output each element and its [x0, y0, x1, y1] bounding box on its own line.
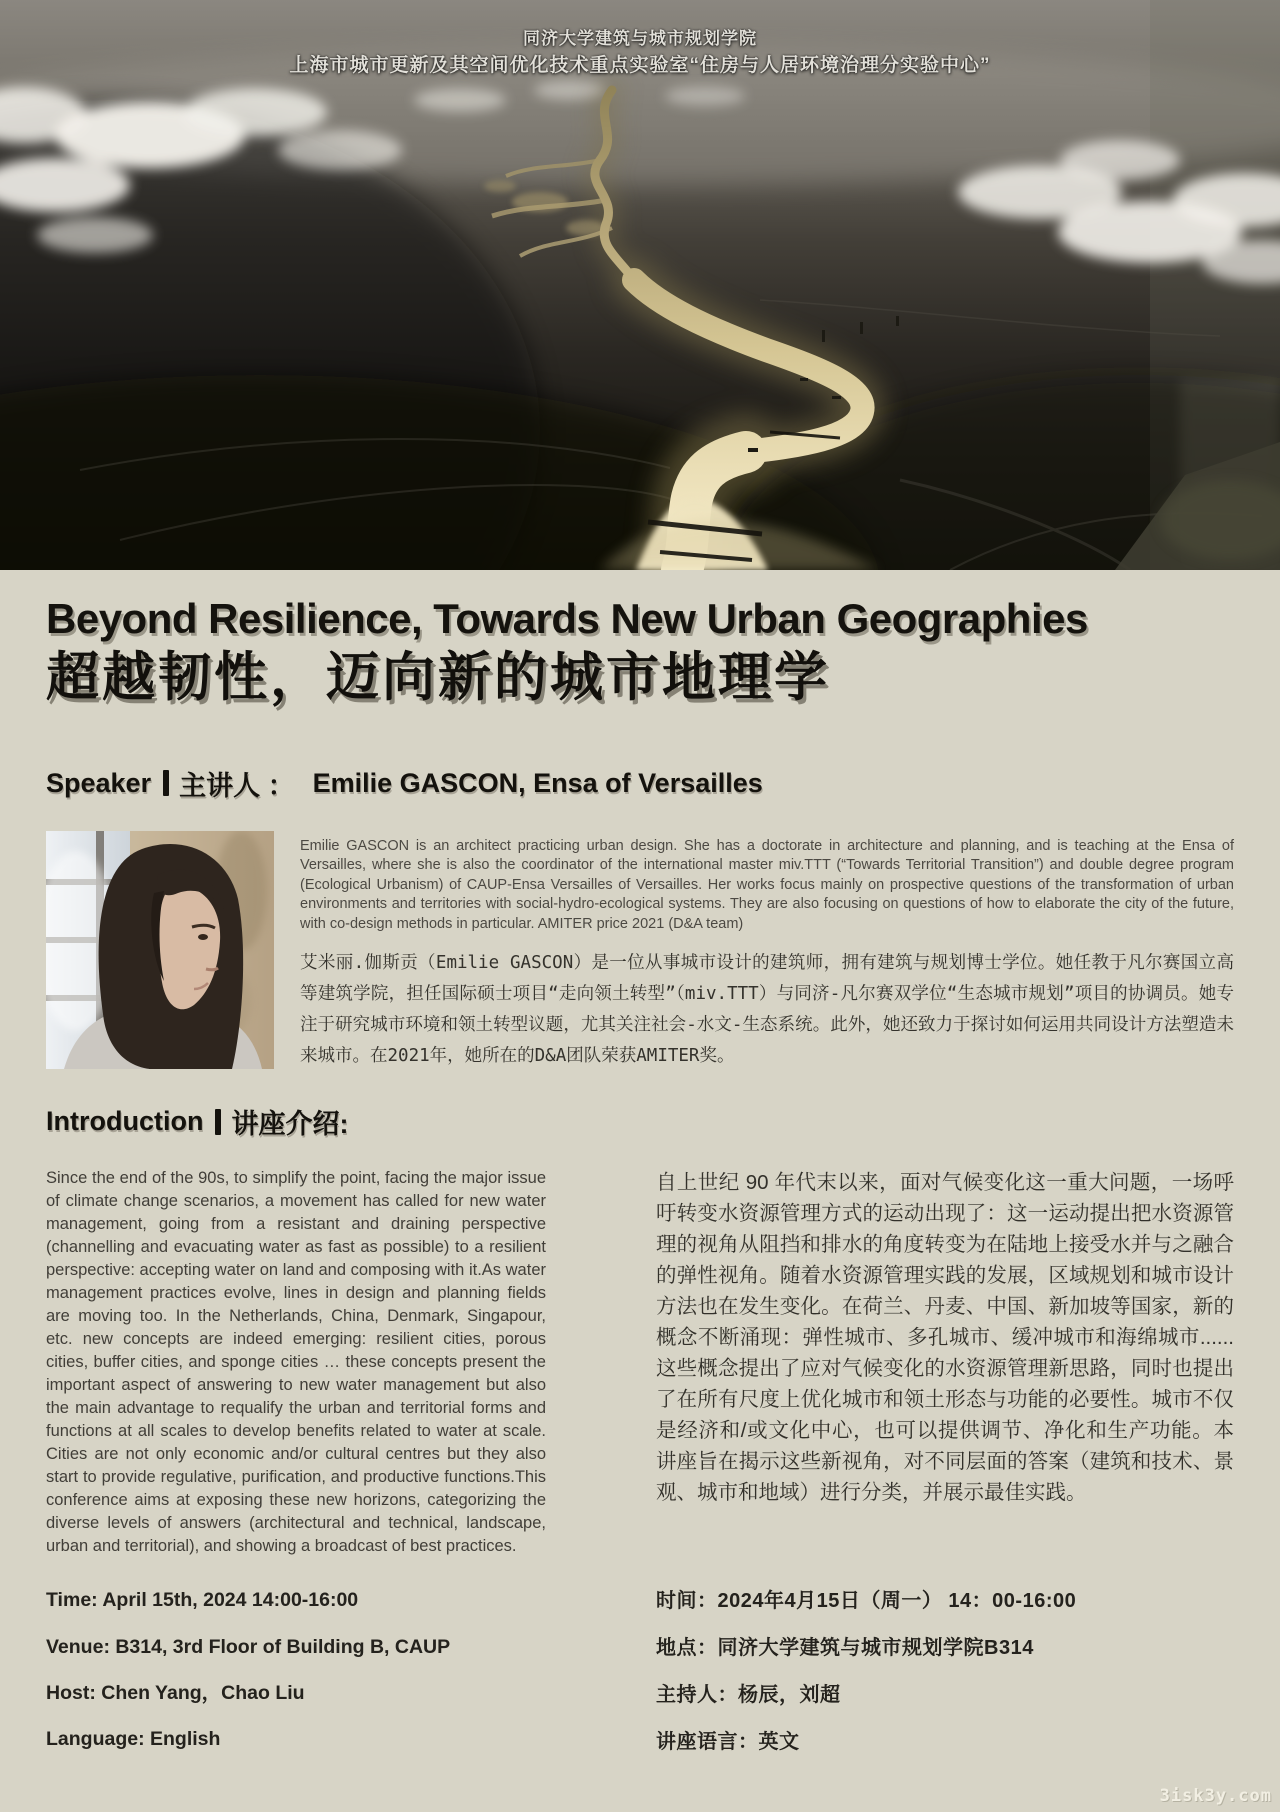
speaker-bios	[300, 831, 1234, 1073]
speaker-name: Emilie GASCON, Ensa of Versailles	[312, 767, 763, 798]
hero-aerial-photo	[0, 0, 1280, 570]
speaker-label-zh: 主讲人 ：	[179, 770, 295, 801]
speaker-bio-chinese: 艾米丽.伽斯贡（Emilie GASCON）是一位从事城市设计的建筑师，拥有建筑与规划博士学位。她任教于凡尔赛国立高等建筑学院，担任国际硕士项目“走向领土转型”（miv.TTT）与同济-凡尔赛双学位“生态城市规划”项目的协调员。她专注于研究城市环境和领土转型议题，尤其关注社会-水文-生态系统。此外，她还致力于探讨如何运用共同设计方法塑造未来城市。在2021年，她所在的D&A团队荣获AMITER奖。	[300, 953, 1234, 1067]
introduction-text-english: Since the end of the 90s, to simplify the point, facing the major issue of climate change scenarios, a movement has called for new water management, going from a resistant and draining perspective (channelling and evacuating water as fast as possible) to a resilient perspective: accepting water on land and composing with it.As water management practices evolve, lines in design and planning fields are moving too. In the Netherlands, China, Denmark, Singapour, etc. new concepts are indeed emerging: resilient cities, porous cities, buffer cities, and sponge cities … these concepts present the important aspect of answering to new water management but also the main advantage to requalify the urban and territorial forms and functions at all scales to develop benefits related to water at scale. Cities are not only economic and/or cultural centres but they also start to provide regulative, purification, and productive functions.This conference aims at exposing these new horizons, categorizing the diverse levels of answers (architectural and technical, landscape, urban and territorial), and showing a broadcast of best practices.	[46, 1169, 546, 1556]
speaker-bio-english: Emilie GASCON is an architect practicing urban design. She has a doctorate in architecture and planning, and is teaching at the Ensa of Versailles, where she is also the coordinator of the international master miv.TTT (“Towards Territorial Transition”) and double degree program (Ecological Urbanism) of CAUP-Ensa Versailles of Versailles. Her works focus mainly on prospective questions of the transformation of urban environments and territories with social-hydro-ecological systems. They are also focusing on questions of how to elaborate the city of the future, with co-design methods in particular. AMITER price 2021 (D&A team)	[300, 837, 1234, 932]
speaker-label-en: Speaker	[46, 767, 152, 798]
organization-line-2: 上海市城市更新及其空间优化技术重点实验室“住房与人居环境治理分实验中心”	[289, 54, 991, 76]
separator-bar	[215, 1109, 221, 1135]
speaker-section	[46, 831, 1234, 1073]
introduction-label-en: Introduction	[46, 1106, 204, 1137]
separator-bar	[163, 770, 169, 796]
speaker-photo	[46, 831, 274, 1069]
detail-venue-en: Venue: B314, 3rd Floor of Building B, CAUP	[46, 1635, 451, 1658]
aerial-river-illustration	[0, 0, 1280, 570]
organization-caption	[0, 26, 1280, 80]
detail-host-zh: 主持人：杨辰，刘超	[656, 1684, 841, 1707]
detail-venue-zh: 地点：同济大学建筑与城市规划学院B314	[656, 1637, 1034, 1660]
organization-line-1: 同济大学建筑与城市规划学院	[523, 29, 757, 48]
introduction-text-chinese: 自上世纪 90 年代末以来，面对气候变化这一重大问题，一场呼吁转变水资源管理方式的运动出现了：这一运动提出把水资源管理的视角从阻挡和排水的角度转变为在陆地上接受水并与之融合的弹性视角。随着水资源管理实践的发展，区域规划和城市设计方法也在发生变化。在荷兰、丹麦、中国、新加坡等国家，新的概念不断涌现：弹性城市、多孔城市、缓冲城市和海绵城市......这些概念提出了应对气候变化的水资源管理新思路，同时也提出了在所有尺度上优化城市和领土形态与功能的必要性。城市不仅是经济和/或文化中心，也可以提供调节、净化和生产功能。本讲座旨在揭示这些新视角，对不同层面的答案（建筑和技术、景观、城市和地域）进行分类，并展示最佳实践。	[656, 1171, 1234, 1505]
introduction-heading	[46, 1102, 1234, 1141]
detail-time-en: Time: April 15th, 2024 14:00-16:00	[46, 1589, 359, 1612]
detail-time-zh: 时间：2024年4月15日（周一） 14：00-16:00	[656, 1590, 1077, 1613]
watermark: 3isk3y.com	[1159, 1786, 1272, 1806]
event-details-english	[46, 1590, 546, 1778]
introduction-label-zh: 讲座介绍:	[231, 1109, 349, 1140]
detail-language-en: Language: English	[46, 1728, 221, 1751]
event-details	[46, 1590, 1234, 1778]
detail-language-zh: 讲座语言：英文	[656, 1731, 800, 1754]
detail-host-en: Host: Chen Yang，Chao Liu	[46, 1682, 305, 1705]
speaker-heading	[46, 764, 1234, 803]
introduction-columns	[46, 1167, 1234, 1558]
event-details-chinese	[656, 1590, 1234, 1778]
poster-body	[0, 596, 1280, 1778]
lecture-title-english: Beyond Resilience, Towards New Urban Geographies	[46, 595, 1088, 642]
speaker-portrait-illustration	[46, 831, 274, 1069]
lecture-title-chinese: 超越韧性，迈向新的城市地理学	[46, 648, 830, 708]
